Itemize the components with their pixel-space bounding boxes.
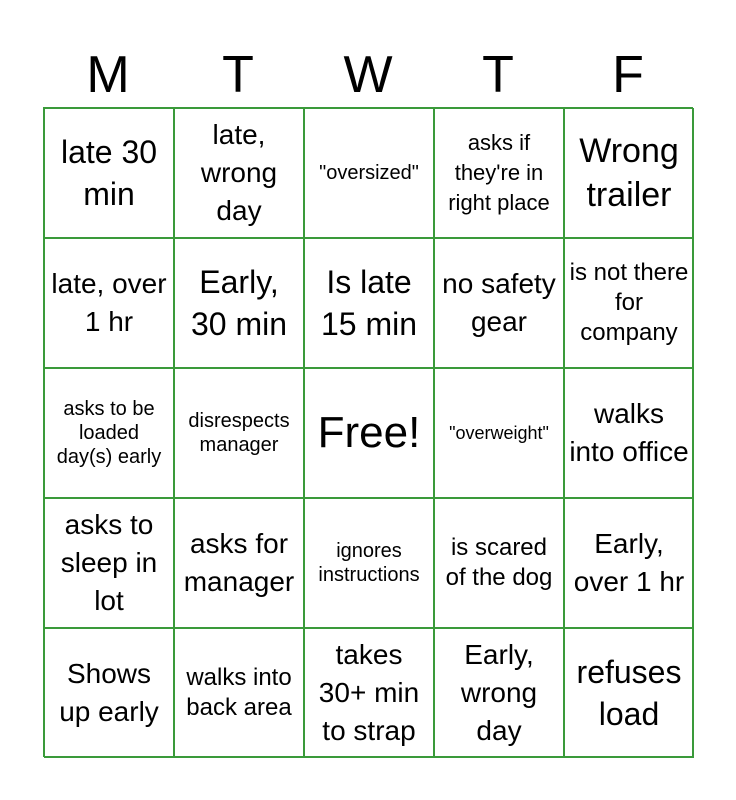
bingo-header bbox=[43, 44, 693, 106]
cell-text: late, wrong day bbox=[200, 119, 278, 226]
cell-text: walks into office bbox=[569, 398, 689, 467]
cell-text: is scared of the dog bbox=[445, 534, 553, 591]
cell-text: Early, wrong day bbox=[460, 639, 538, 746]
header-letter-f: F bbox=[612, 46, 644, 104]
cell-text: Wrong trailer bbox=[579, 132, 679, 214]
bingo-cell[interactable] bbox=[564, 498, 694, 628]
cell-text: Shows up early bbox=[59, 658, 159, 727]
bingo-cell[interactable] bbox=[304, 498, 434, 628]
bingo-cell-free[interactable] bbox=[304, 368, 434, 498]
cell-text: asks to be loaded day(s) early bbox=[56, 398, 162, 468]
bingo-cell[interactable] bbox=[564, 368, 694, 498]
bingo-cell[interactable] bbox=[44, 108, 174, 238]
cell-text: no safety gear bbox=[442, 268, 556, 337]
bingo-cell[interactable] bbox=[44, 238, 174, 368]
bingo-cell[interactable] bbox=[304, 628, 434, 758]
bingo-cell[interactable] bbox=[434, 108, 564, 238]
cell-text: asks for manager bbox=[183, 528, 295, 597]
cell-text: "oversized" bbox=[319, 162, 419, 184]
cell-text: Early, 30 min bbox=[190, 264, 288, 342]
free-space-text: Free! bbox=[317, 408, 421, 457]
bingo-grid bbox=[43, 107, 693, 757]
bingo-cell[interactable] bbox=[434, 498, 564, 628]
bingo-cell[interactable] bbox=[174, 108, 304, 238]
bingo-cell[interactable] bbox=[44, 498, 174, 628]
bingo-cell[interactable] bbox=[44, 368, 174, 498]
cell-text: asks if they're in right place bbox=[448, 130, 550, 215]
bingo-cell[interactable] bbox=[44, 628, 174, 758]
bingo-cell[interactable] bbox=[564, 628, 694, 758]
bingo-cell[interactable] bbox=[174, 368, 304, 498]
bingo-cell[interactable] bbox=[564, 238, 694, 368]
bingo-cell[interactable] bbox=[434, 368, 564, 498]
header-letter-t: T bbox=[482, 46, 514, 104]
bingo-cell[interactable] bbox=[564, 108, 694, 238]
bingo-cell[interactable] bbox=[304, 238, 434, 368]
cell-text: late 30 min bbox=[60, 134, 158, 212]
header-letter-m: M bbox=[86, 46, 130, 104]
cell-text: late, over 1 hr bbox=[51, 268, 167, 337]
cell-text: asks to sleep in lot bbox=[60, 509, 158, 616]
cell-text: takes 30+ min to strap bbox=[318, 639, 420, 746]
bingo-cell[interactable] bbox=[174, 628, 304, 758]
cell-text: disrespects manager bbox=[188, 410, 290, 456]
header-letter-w: W bbox=[343, 46, 393, 104]
bingo-cell[interactable] bbox=[434, 628, 564, 758]
cell-text: "overweight" bbox=[449, 423, 549, 443]
cell-text: walks into back area bbox=[186, 664, 292, 721]
bingo-cell[interactable] bbox=[174, 238, 304, 368]
cell-text: Is late 15 min bbox=[320, 264, 418, 342]
cell-text: refuses load bbox=[576, 654, 682, 732]
bingo-cell[interactable] bbox=[304, 108, 434, 238]
header-letter-t: T bbox=[222, 46, 254, 104]
cell-text: Early, over 1 hr bbox=[573, 528, 685, 597]
bingo-cell[interactable] bbox=[434, 238, 564, 368]
cell-text: is not there for company bbox=[569, 259, 689, 346]
cell-text: ignores instructions bbox=[318, 540, 420, 586]
bingo-cell[interactable] bbox=[174, 498, 304, 628]
